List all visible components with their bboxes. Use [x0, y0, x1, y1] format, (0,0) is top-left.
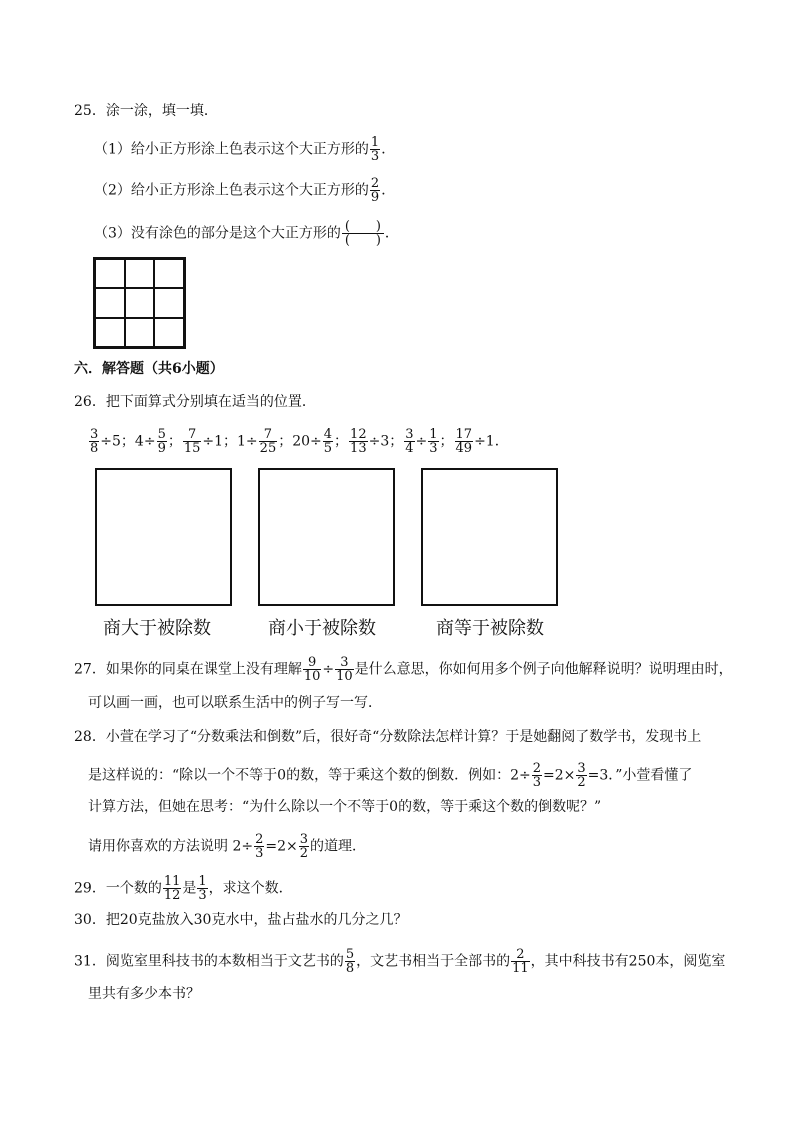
divide-sign: ÷ — [322, 661, 335, 678]
expr-text: ； — [439, 433, 454, 450]
denominator: 2 — [299, 846, 309, 861]
expr-text: ÷3； — [368, 433, 404, 450]
fraction — [370, 177, 380, 204]
fraction — [163, 875, 182, 902]
q27-line2: 可以画一画，也可以联系生活中的例子写一写． — [88, 695, 382, 711]
blank-fraction[interactable] — [342, 220, 384, 247]
q28-line3: 计算方法，但她在思考：“为什么除以一个不等于0的数，等于乘这个数的倒数呢？” — [88, 799, 602, 815]
answer-box-quotient-greater[interactable] — [95, 468, 232, 606]
denominator: 3 — [429, 441, 438, 456]
answer-box-quotient-less[interactable] — [258, 468, 395, 606]
denominator: 25 — [259, 441, 277, 456]
numerator: 2 — [370, 176, 380, 191]
grid-cell[interactable] — [125, 318, 155, 347]
q31-text-a: 31．阅览室里科技书的本数相当于文艺书的 — [74, 953, 344, 970]
denominator: 2 — [577, 775, 586, 790]
q25-part2-text: （2）给小正方形涂上色表示这个大正方形的 — [94, 182, 369, 199]
numerator: 1 — [429, 427, 438, 442]
q28-text-c: 请用你喜欢的方法说明 2÷ — [88, 838, 254, 855]
fraction — [299, 833, 309, 860]
q29-text-b: 是 — [182, 880, 197, 897]
q25-part1 — [94, 136, 395, 163]
denominator: 11 — [512, 961, 529, 976]
fraction — [370, 136, 380, 163]
denominator: 3 — [532, 775, 541, 790]
fraction — [254, 833, 264, 860]
denominator: 10 — [303, 669, 321, 684]
fraction — [428, 428, 438, 455]
numerator-blank[interactable]: ( ) — [344, 219, 381, 234]
fraction — [404, 428, 414, 455]
fraction — [455, 428, 474, 455]
fraction — [157, 428, 167, 455]
grid-cell[interactable] — [154, 318, 184, 347]
numerator: 1 — [198, 874, 207, 889]
denominator-blank[interactable]: ( ) — [342, 233, 384, 247]
grid-cell[interactable] — [154, 288, 184, 317]
fraction — [259, 428, 278, 455]
denominator: 8 — [345, 961, 355, 976]
q25-part1-text: （1）给小正方形涂上色表示这个大正方形的 — [94, 141, 369, 158]
box-label-greater: 商大于被除数 — [103, 618, 211, 639]
numerator: 2 — [516, 947, 525, 962]
numerator: 17 — [455, 427, 473, 442]
period: ． — [381, 141, 396, 158]
denominator: 10 — [336, 669, 353, 684]
q28-line4 — [88, 833, 366, 860]
numerator: 7 — [263, 427, 273, 442]
q31-line1 — [74, 948, 725, 975]
denominator: 3 — [370, 149, 380, 164]
q29-text-c: ，求这个数． — [208, 880, 293, 897]
fraction — [349, 428, 368, 455]
fraction — [183, 428, 202, 455]
numerator: 3 — [90, 427, 99, 442]
period: ． — [381, 182, 396, 199]
denominator: 15 — [183, 441, 201, 456]
q25-title: 25．涂一涂，填一填． — [74, 103, 218, 119]
q27-text-a: 27．如果你的同桌在课堂上没有理解 — [74, 661, 302, 678]
numerator: 12 — [350, 427, 367, 442]
q31-text-b: ，文艺书相当于全部书的 — [356, 953, 511, 970]
q27-line1 — [74, 656, 733, 683]
expr-text: ； — [334, 433, 349, 450]
period: ． — [384, 225, 399, 242]
numerator: 5 — [157, 427, 166, 442]
expr-text: ÷1． — [474, 433, 509, 450]
q26-title: 26．把下面算式分别填在适当的位置． — [74, 394, 316, 410]
fraction — [89, 428, 99, 455]
numerator: 3 — [405, 427, 414, 442]
q26-expressions — [88, 428, 509, 455]
q29-line — [74, 875, 293, 902]
fraction — [335, 656, 354, 683]
answer-box-quotient-equal[interactable] — [421, 468, 558, 606]
three-by-three-grid — [93, 257, 186, 349]
expr-text: ÷5；4÷ — [100, 433, 156, 450]
box-label-less: 商小于被除数 — [268, 618, 376, 639]
q28-mid: =2× — [265, 838, 298, 855]
numerator: 4 — [323, 427, 333, 442]
numerator: 7 — [187, 427, 197, 442]
numerator: 3 — [340, 655, 349, 670]
fraction — [303, 656, 322, 683]
denominator: 49 — [455, 441, 473, 456]
q25-part3-text: （3）没有涂色的部分是这个大正方形的 — [94, 225, 341, 242]
q28-text-a: 是这样说的：“除以一个不等于0的数，等于乘这个数的倒数．例如：2÷ — [88, 767, 531, 784]
q28-line2 — [88, 762, 692, 789]
grid-cell[interactable] — [154, 259, 184, 288]
expr-text: ； — [167, 433, 182, 450]
grid-cell[interactable] — [95, 288, 125, 317]
q28-text-d: 的道理． — [310, 838, 367, 855]
denominator: 3 — [198, 888, 207, 903]
denominator: 13 — [350, 441, 367, 456]
q29-text-a: 29．一个数的 — [74, 880, 162, 897]
q31-text-c: ，其中科技书有250本，阅览室 — [530, 953, 726, 970]
numerator: 1 — [370, 135, 380, 150]
denominator: 12 — [163, 888, 181, 903]
numerator: 2 — [532, 761, 541, 776]
box-label-equal: 商等于被除数 — [436, 618, 544, 639]
q28-line1: 28．小萱在学习了“分数乘法和倒数”后，很好奇“分数除法怎样计算？于是她翻阅了数学书，发现书上 — [74, 729, 702, 745]
denominator: 8 — [90, 441, 99, 456]
denominator: 9 — [370, 190, 380, 205]
q25-part2 — [94, 177, 395, 204]
q28-text-b: =3．”小萱看懂了 — [587, 767, 693, 784]
fraction — [532, 762, 542, 789]
grid-cell[interactable] — [95, 318, 125, 347]
numerator: 3 — [577, 761, 586, 776]
q25-part3 — [94, 220, 399, 247]
q31-line2: 里共有多少本书？ — [88, 986, 200, 1002]
denominator: 3 — [255, 846, 264, 861]
grid-cell[interactable] — [125, 259, 155, 288]
fraction — [345, 948, 355, 975]
section-heading: 六．解答题（共6小题） — [74, 361, 224, 377]
fraction — [197, 875, 207, 902]
numerator: 11 — [163, 874, 181, 889]
fraction — [576, 762, 586, 789]
grid-cell[interactable] — [125, 288, 155, 317]
expr-text: ÷ — [415, 433, 428, 450]
numerator: 3 — [299, 832, 309, 847]
q28-mid: =2× — [542, 767, 576, 784]
denominator: 5 — [323, 441, 333, 456]
numerator: 2 — [255, 832, 264, 847]
grid-cell[interactable] — [95, 259, 125, 288]
numerator: 5 — [345, 947, 355, 962]
fraction — [511, 948, 530, 975]
q27-text-b: 是什么意思，你如何用多个例子向他解释说明？说明理由时， — [354, 661, 733, 678]
denominator: 9 — [157, 441, 166, 456]
q30-line: 30．把20克盐放入30克水中，盐占盐水的几分之几？ — [74, 912, 408, 928]
expr-text: ；20÷ — [278, 433, 322, 450]
expr-text: ÷1；1÷ — [202, 433, 258, 450]
fraction — [323, 428, 333, 455]
denominator: 4 — [405, 441, 414, 456]
numerator: 9 — [307, 655, 317, 670]
